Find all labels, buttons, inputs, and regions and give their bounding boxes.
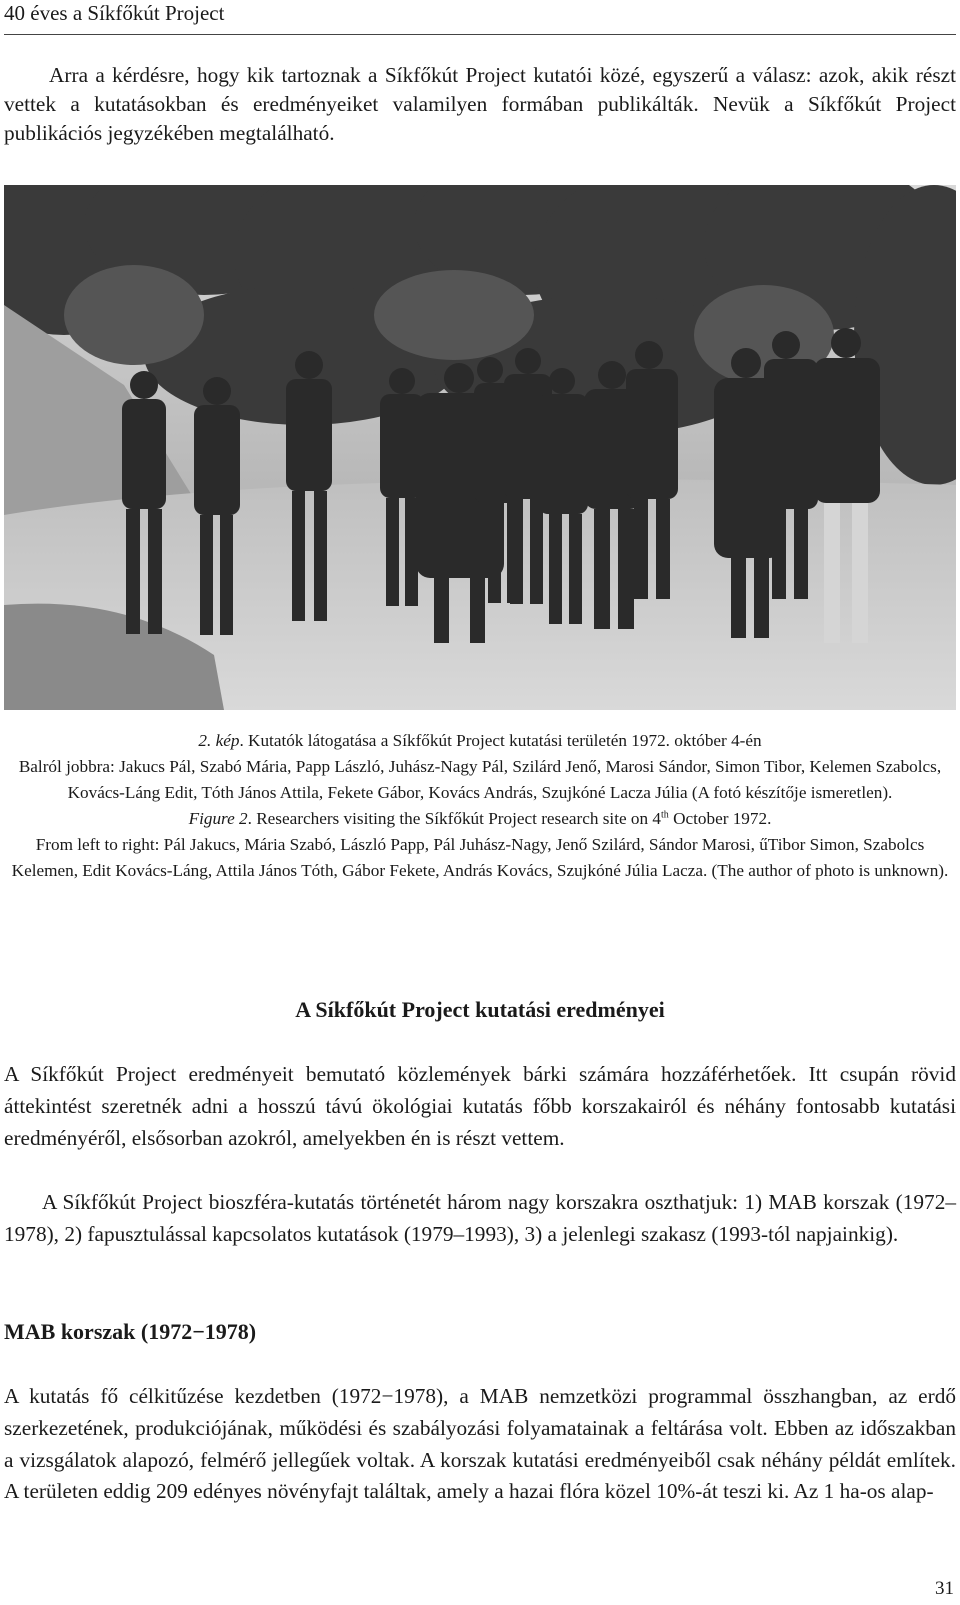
- paragraph-3: A kutatás fő célkitűzése kezdetben (1972−1978), a MAB nemzetközi programmal összhangban, az erdő szerkezetének, produkciójának, működési és szabályozási folyamatainak a feltárása volt. Ebben az időszakban a vizsgálatok alapozó, felmérő jellegűek voltak. A korszak kutatási eredményeiből csak néhány példát említek. A területen eddig 209 edényes növényfajt találtak, amely a hazai flóra közel 10%-át teszi ki. Az 1 ha-os alap-: [4, 1384, 956, 1504]
- photo-illustration: [4, 185, 956, 710]
- caption-en-names: From left to right: Pál Jakucs, Mária Szabó, László Papp, Pál Juhász-Nagy, Jenő Szilárd, Sándor Marosi, űTibor Simon, Szabolcs Kelemen, Edit Kovács-Láng, Attila János Tóth, Gábor Fekete, András Kovács, Szujkóné Júlia Lacza. (The author of photo is unknown).: [11, 835, 949, 880]
- caption-en-title: [4, 806, 956, 832]
- intro-paragraph: Arra a kérdésre, hogy kik tartoznak a Síkfőkút Project kutatói közé, egyszerű a válasz: azok, akik részt vettek a kutatásokban és eredményeiket valamilyen formában publikálták. Nevük a Síkfőkút Project publikációs jegyzékében megtalálható.: [4, 63, 956, 145]
- running-title: 40 éves a Síkfőkút Project: [4, 1, 225, 25]
- caption-hu-names: Balról jobbra: Jakucs Pál, Szabó Mária, Papp László, Juhász-Nagy Pál, Szilárd Jenő, Marosi Sándor, Simon Tibor, Kelemen Szabolcs, Kovács-Láng Edit, Tóth János Attila, Fekete Gábor, Kovács András, Szujkóné Lacza Júlia (A fotó készítője ismeretlen).: [18, 757, 942, 802]
- caption-en-title-b: October 1972.: [668, 809, 772, 828]
- running-header: [4, 0, 956, 35]
- caption-hu-title: [4, 728, 956, 754]
- paragraph-2: A Síkfőkút Project bioszféra-kutatás történetét három nagy korszakra oszthatjuk: 1) MAB korszak (1972–1978), 2) fapusztulással kapcsolatos kutatások (1979–1993), 3) a jelenlegi szakasz (1993-tól napjainkig).: [4, 1190, 956, 1246]
- caption-en-title-sup: th: [660, 809, 669, 821]
- figure-caption: [4, 728, 956, 884]
- paragraph-1: A Síkfőkút Project eredményeit bemutató közlemények bárki számára hozzáférhetőek. Itt csupán rövid áttekintést szeretnék adni a hosszú távú ökológiai kutatás főbb korszakairól és néhány fontosabb kutatási eredményéről, elsősorban azokról, amelyekben én is részt vettem.: [4, 1062, 956, 1150]
- subsection-title: MAB korszak (1972−1978): [4, 1319, 257, 1344]
- page-number: 31: [935, 1578, 954, 1599]
- caption-en-label: Figure 2: [188, 809, 248, 828]
- group-photo: [4, 185, 956, 710]
- caption-hu-label: 2. kép: [198, 731, 240, 750]
- section-title: A Síkfőkút Project kutatási eredményei: [295, 997, 665, 1022]
- caption-hu-title-text: . Kutatók látogatása a Síkfőkút Project kutatási területén 1972. október 4-én: [239, 731, 762, 750]
- caption-en-title-a: . Researchers visiting the Síkfőkút Project research site on 4: [247, 809, 661, 828]
